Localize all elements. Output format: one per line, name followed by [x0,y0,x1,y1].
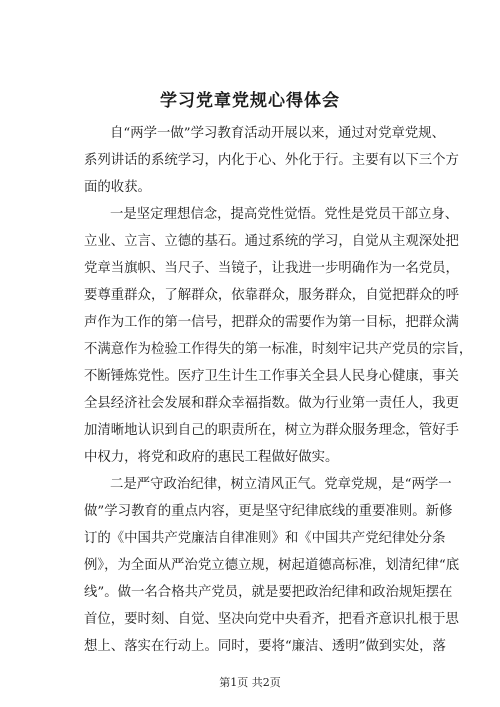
paragraph-line: 立业、立言、立德的基石。通过系统的学习，自觉从主观深处把 [84,234,459,249]
paragraph-line: 要尊重群众，了解群众，依靠群众，服务群众，自觉把群众的呼 [84,288,459,303]
paragraph-line: 一是坚定理想信念，提高党性觉悟。党性是党员干部立身、 [110,207,459,222]
paragraph-line: 声作为工作的第一信号，把群众的需要作为第一目标，把群众满 [84,315,459,330]
paragraph-line: 不断锤炼党性。医疗卫生计生工作事关全县人民身心健康，事关 [84,369,459,384]
document-body [84,120,473,660]
paragraph-line: 首位，要时刻、自觉、坚决向党中央看齐，把看齐意识扎根于思 [84,612,459,627]
paragraph-line: 加清晰地认识到自己的职责所在，树立为群众服务理念，管好手 [84,423,459,438]
paragraph-line: 二是严守政治纪律，树立清风正气。党章党规，是“两学一 [110,477,452,492]
document-title: 学习党章党规心得体会 [160,91,340,111]
paragraph-line: 面的收获。 [84,180,151,195]
paragraph-line: 中权力，将党和政府的惠民工程做好做实。 [84,450,339,465]
paragraph-line: 党章当旗帜、当尺子、当镜子，让我进一步明确作为一名党员， [84,261,459,276]
paragraph-line: 自“两学一做”学习教育活动开展以来，通过对党章党规、 [110,126,446,141]
paragraph-line: 线”。做一名合格共产党员，就是要把政治纪律和政治规矩摆在 [84,585,453,600]
paragraph-line: 全县经济社会发展和群众幸福指数。做为行业第一责任人，我更 [84,396,459,411]
page-number-footer: 第1页 共2页 [219,676,281,689]
paragraph-line: 例》，为全面从严治党立德立规，树起道德高标准，划清纪律“底 [84,558,460,573]
paragraph-line: 做”学习教育的重点内容，更是坚守纪律底线的重要准则。新修 [84,504,453,519]
paragraph-line: 订的《中国共产党廉洁自律准则》和《中国共产党纪律处分条 [84,531,446,546]
paragraph-line: 不满意作为检验工作得失的第一标准，时刻牢记共产党员的宗旨， [84,342,473,357]
paragraph-line: 系列讲话的系统学习，内化于心、外化于行。主要有以下三个方 [84,153,459,168]
paragraph-line: 想上、落实在行动上。同时，要将“廉洁、透明”做到实处，落 [84,639,446,654]
